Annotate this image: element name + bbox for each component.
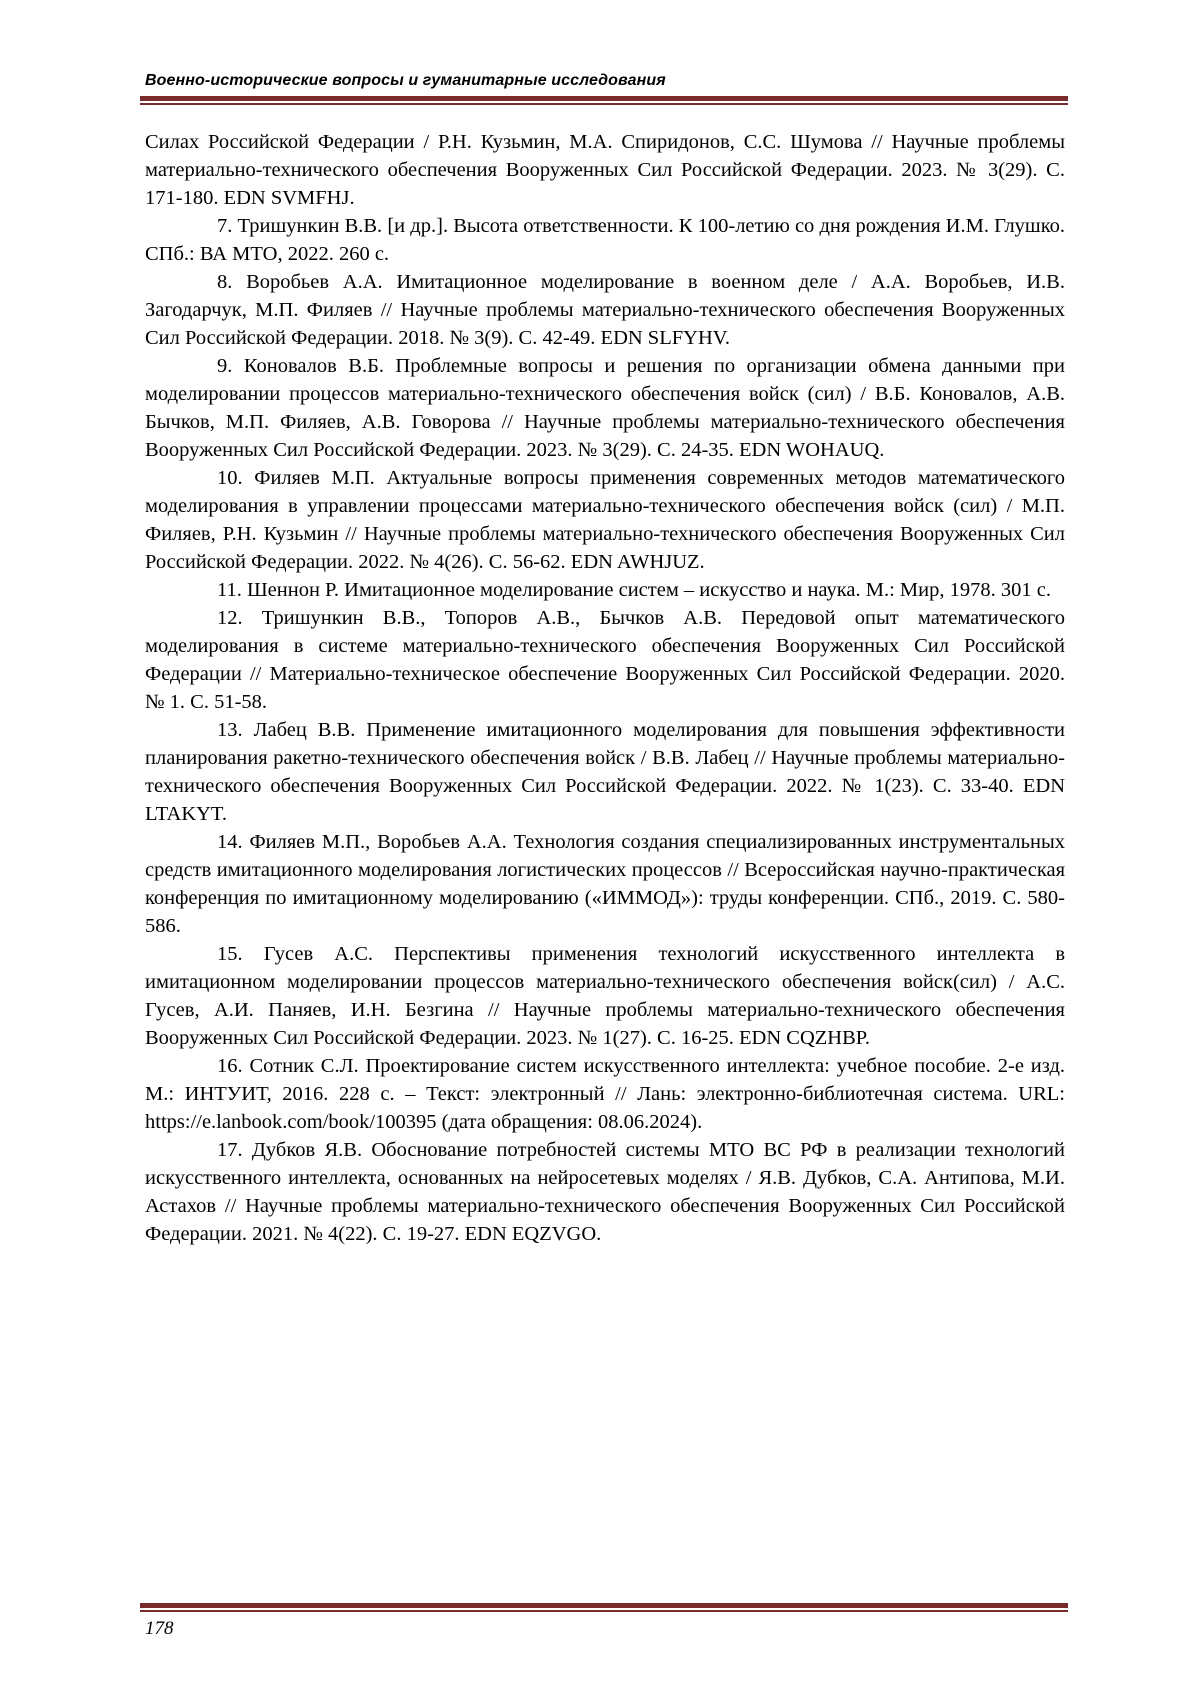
reference-continuation: Силах Российской Федерации / Р.Н. Кузьмин, М.А. Спиридонов, С.С. Шумова // Научные проблемы материально-технического обеспечения Вооруженных Сил Российской Федерации. 2023. № 3(29). С. 171-180. EDN SVMFHJ.: [145, 128, 1065, 212]
reference-list: [145, 128, 1065, 1248]
reference-item-8: 8. Воробьев А.А. Имитационное моделирование в военном деле / А.А. Воробьев, И.В. Загодарчук, М.П. Филяев // Научные проблемы материально-технического обеспечения Вооруженных Сил Российской Федерации. 2018. № 3(9). С. 42-49. EDN SLFYHV.: [145, 268, 1065, 352]
reference-item-15: 15. Гусев А.С. Перспективы применения технологий искусственного интеллекта в имитационном моделировании процессов материально-технического обеспечения войск(сил) / А.С. Гусев, А.И. Паняев, И.Н. Безгина // Научные проблемы материально-технического обеспечения Вооруженных Сил Российской Федерации. 2023. № 1(27). С. 16-25. EDN CQZHBP.: [145, 940, 1065, 1052]
journal-title: Военно-исторические вопросы и гуманитарные исследования: [145, 72, 666, 90]
footer-divider: [140, 1603, 1068, 1612]
page-number: 178: [145, 1618, 174, 1640]
reference-item-9: 9. Коновалов В.Б. Проблемные вопросы и решения по организации обмена данными при моделировании процессов материально-технического обеспечения войск (сил) / В.Б. Коновалов, А.В. Бычков, М.П. Филяев, А.В. Говорова // Научные проблемы материально-технического обеспечения Вооруженных Сил Российской Федерации. 2023. № 3(29). С. 24-35. EDN WOHAUQ.: [145, 352, 1065, 464]
reference-item-16: 16. Сотник С.Л. Проектирование систем искусственного интеллекта: учебное пособие. 2-е изд. М.: ИНТУИТ, 2016. 228 с. – Текст: электронный // Лань: электронно-библиотечная система. URL: https://e.lanbook.com/book/100395 (дата обращения: 08.06.2024).: [145, 1052, 1065, 1136]
header-divider: [140, 96, 1068, 105]
reference-item-17: 17. Дубков Я.В. Обоснование потребностей системы МТО ВС РФ в реализации технологий искусственного интеллекта, основанных на нейросетевых моделях / Я.В. Дубков, С.А. Антипова, М.И. Астахов // Научные проблемы материально-технического обеспечения Вооруженных Сил Российской Федерации. 2021. № 4(22). С. 19-27. EDN EQZVGO.: [145, 1136, 1065, 1248]
reference-item-10: 10. Филяев М.П. Актуальные вопросы применения современных методов математического моделирования в управлении процессами материально-технического обеспечения войск (сил) / М.П. Филяев, Р.Н. Кузьмин // Научные проблемы материально-технического обеспечения Вооруженных Сил Российской Федерации. 2022. № 4(26). С. 56-62. EDN AWHJUZ.: [145, 464, 1065, 576]
reference-item-14: 14. Филяев М.П., Воробьев А.А. Технология создания специализированных инструментальных средств имитационного моделирования логистических процессов // Всероссийская научно-практическая конференция по имитационному моделированию («ИММОД»): труды конференции. СПб., 2019. С. 580-586.: [145, 828, 1065, 940]
reference-item-12: 12. Тришункин В.В., Топоров А.В., Бычков А.В. Передовой опыт математического моделирования в системе материально-технического обеспечения Вооруженных Сил Российской Федерации // Материально-техническое обеспечение Вооруженных Сил Российской Федерации. 2020. № 1. С. 51-58.: [145, 604, 1065, 716]
reference-item-11: 11. Шеннон Р. Имитационное моделирование систем – искусство и наука. М.: Мир, 1978. 301 с.: [145, 576, 1065, 604]
reference-item-7: 7. Тришункин В.В. [и др.]. Высота ответственности. К 100-летию со дня рождения И.М. Глушко. СПб.: ВА МТО, 2022. 260 с.: [145, 212, 1065, 268]
reference-item-13: 13. Лабец В.В. Применение имитационного моделирования для повышения эффективности планирования ракетно-технического обеспечения войск / В.В. Лабец // Научные проблемы материально-технического обеспечения Вооруженных Сил Российской Федерации. 2022. № 1(23). С. 33-40. EDN LTAKYT.: [145, 716, 1065, 828]
